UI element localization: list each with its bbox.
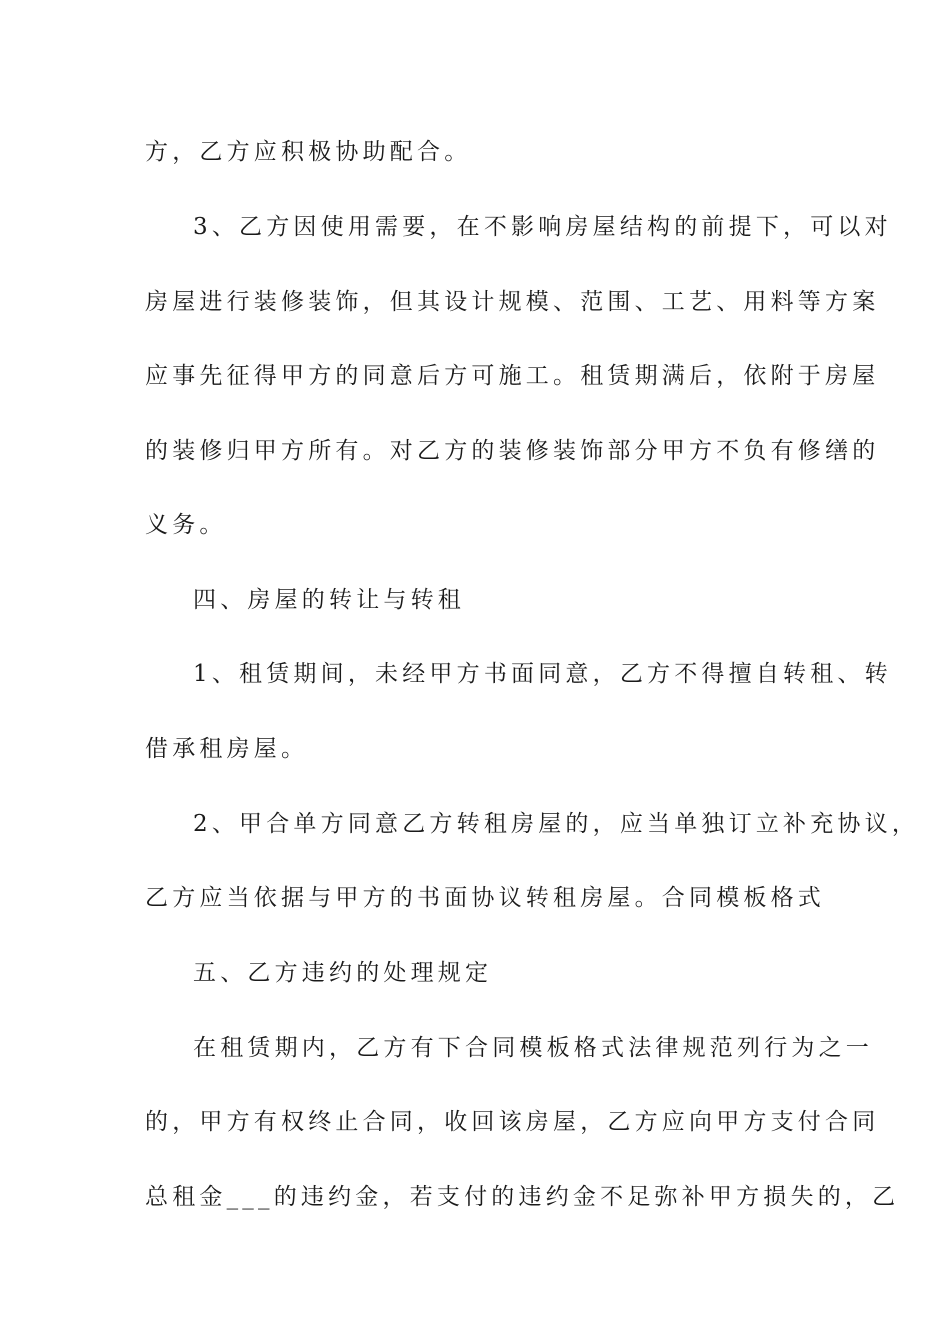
- text-line-2: 3、乙方因使用需要，在不影响房屋结构的前提下，可以对: [193, 214, 892, 240]
- text-line-15: 总租金___的违约金，若支付的违约金不足弥补甲方损失的，乙: [145, 1184, 900, 1210]
- section-heading-4: 四、房屋的转让与转租: [193, 587, 465, 613]
- text-line-8: 1、租赁期间，未经甲方书面同意，乙方不得擅自转租、转: [193, 661, 892, 687]
- text-line-14: 的，甲方有权终止合同，收回该房屋，乙方应向甲方支付合同: [145, 1109, 880, 1135]
- text-line-9: 借承租房屋。: [145, 736, 309, 762]
- text-line-5: 的装修归甲方所有。对乙方的装修装饰部分甲方不负有修缮的: [145, 438, 880, 464]
- text-line-6: 义务。: [145, 512, 227, 538]
- text-line-11: 乙方应当依据与甲方的书面协议转租房屋。合同模板格式: [145, 885, 825, 911]
- text-line-1: 方，乙方应积极协助配合。: [145, 139, 472, 165]
- section-heading-5: 五、乙方违约的处理规定: [193, 960, 493, 986]
- text-line-13: 在租赁期内，乙方有下合同模板格式法律规范列行为之一: [193, 1035, 873, 1061]
- text-line-3: 房屋进行装修装饰，但其设计规模、范围、工艺、用料等方案: [145, 289, 880, 315]
- text-line-10: 2、甲合单方同意乙方转租房屋的，应当单独订立补充协议，: [193, 811, 920, 837]
- text-line-4: 应事先征得甲方的同意后方可施工。租赁期满后，依附于房屋: [145, 363, 880, 389]
